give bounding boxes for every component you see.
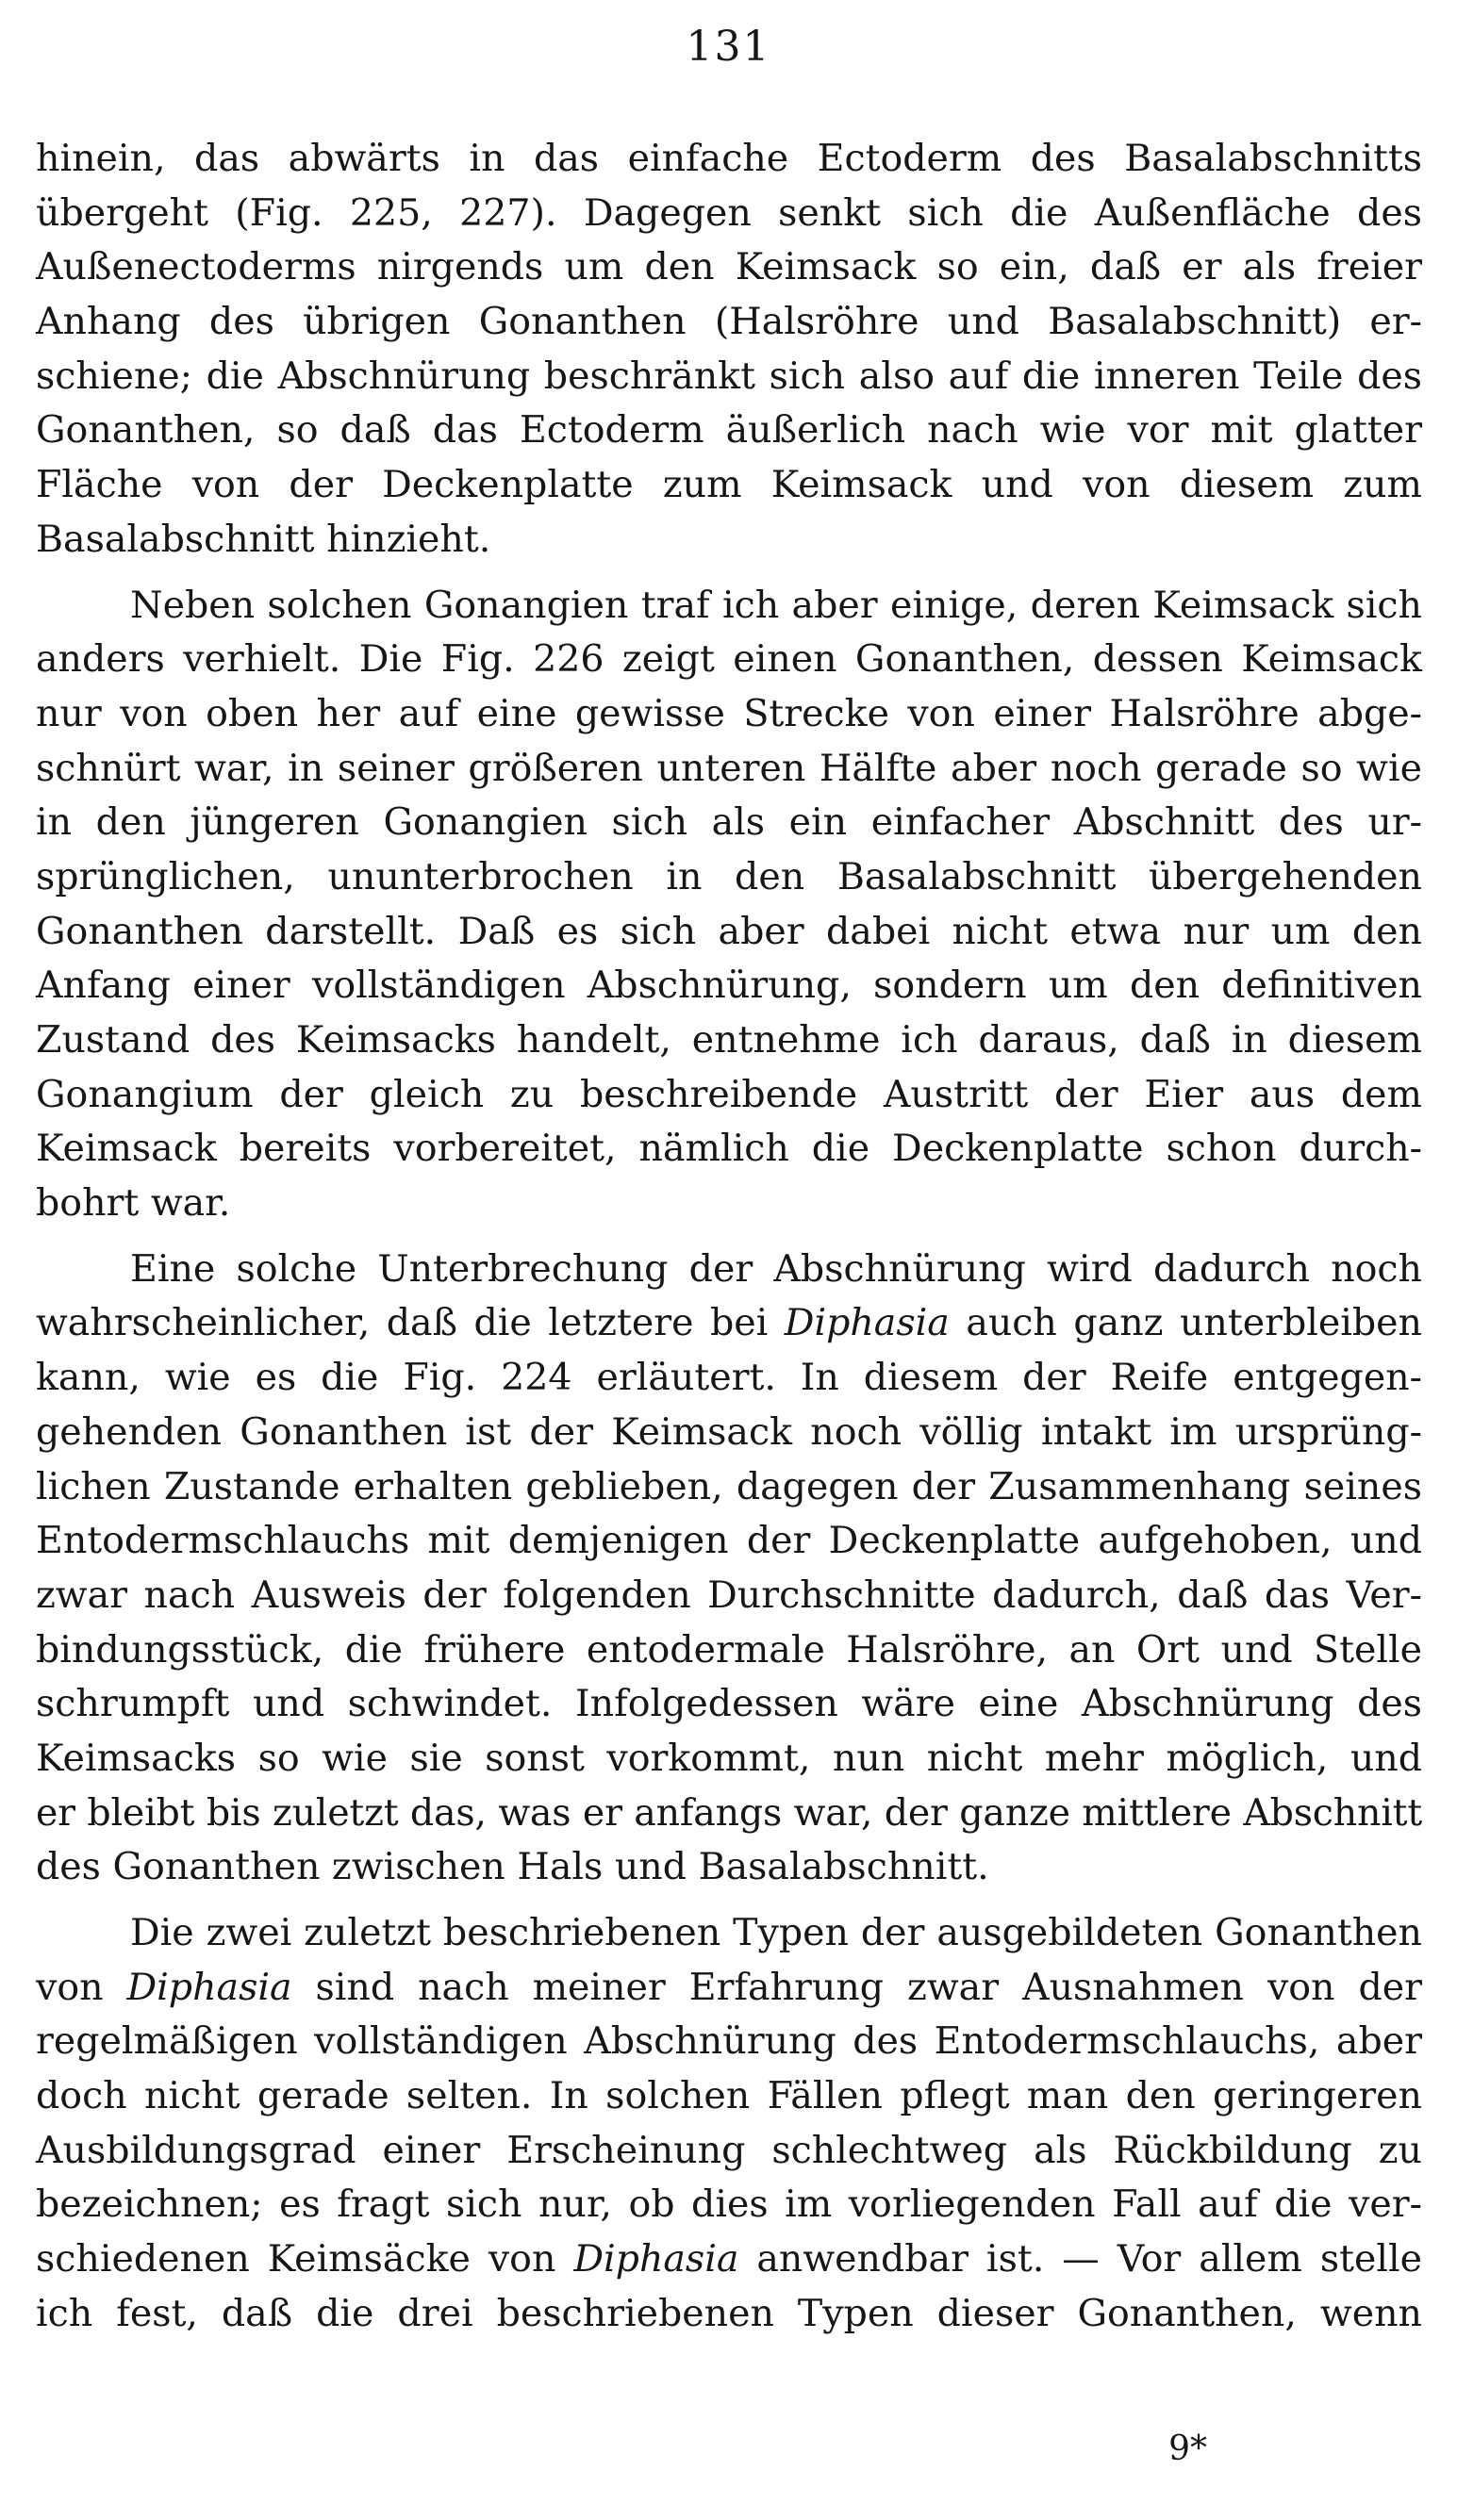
text-line: des Gonanthen zwischen Hals und Basalabschnitt. [36, 1845, 989, 1889]
text-line: Außenectoderms nirgends um den Keimsack so ein, daß er als freier [36, 245, 1422, 289]
text-line: Fläche von der Deckenplatte zum Keimsack und von diesem zum [36, 463, 1422, 507]
text-line: Gonanthen, so daß das Ectoderm äußerlich nach wie vor mit glatter [36, 408, 1422, 453]
text-line: Entodermschlauchs mit demjenigen der Deckenplatte aufgehoben, und [36, 1519, 1422, 1563]
page-number: 131 [686, 23, 771, 71]
text-line: sprünglichen, ununterbrochen in den Basalabschnitt übergehenden [36, 854, 1422, 898]
text-line: zwar nach Ausweis der folgenden Durchschnitte dadurch, daß das Ver- [36, 1573, 1422, 1617]
text-line: schnürt war, in seiner größeren unteren Hälfte aber noch gerade so wie [36, 746, 1422, 790]
text-line: Keimsacks so wie sie sonst vorkommt, nun nicht mehr möglich, und [36, 1736, 1422, 1780]
text-line: wahrscheinlicher, daß die letztere bei Diphasia auch ganz unterbleiben [36, 1301, 1422, 1345]
paragraph [36, 1243, 1422, 1895]
text-line: kann, wie es die Fig. 224 erläutert. In diesem der Reife entgegen- [36, 1356, 1422, 1400]
paragraph [36, 132, 1422, 568]
genus-name: Diphasia [573, 2237, 739, 2281]
genus-name: Diphasia [784, 1301, 950, 1345]
text-line: Anhang des übrigen Gonanthen (Halsröhre und Basalabschnitt) er- [36, 300, 1422, 344]
text-line: er bleibt bis zuletzt das, was er anfangs war, der ganze mittlere Abschnitt [36, 1790, 1422, 1835]
text-line: in den jüngeren Gonangien sich als ein einfacher Abschnitt des ur- [36, 800, 1422, 845]
text-line: Die zwei zuletzt beschriebenen Typen der ausgebildeten Gonanthen [130, 1911, 1422, 1954]
genus-name: Diphasia [126, 1965, 292, 2009]
text-line: hinein, das abwärts in das einfache Ectoderm des Basalabschnitts [36, 137, 1422, 180]
text-line: bezeichnen; es fragt sich nur, ob dies im vorliegenden Fall auf die ver- [36, 2182, 1422, 2227]
text-line: Eine solche Unterbrechung der Abschnürung wird dadurch noch [130, 1246, 1422, 1291]
text-line: Basalabschnitt hinzieht. [36, 517, 491, 561]
paragraph [36, 579, 1422, 1231]
text-line: bohrt war. [36, 1181, 231, 1226]
text-line: regelmäßigen vollständigen Abschnürung des Entodermschlauchs, aber [36, 2019, 1422, 2064]
text-line: Anfang einer vollständigen Abschnürung, sondern um den definitiven [36, 964, 1422, 1008]
text-line: von Diphasia sind nach meiner Erfahrung zwar Ausnahmen von der [36, 1965, 1422, 2009]
signature-mark: 9* [1168, 2429, 1207, 2468]
body-text [36, 132, 1422, 2342]
text-line: nur von oben her auf eine gewisse Strecke von einer Halsröhre abge- [36, 691, 1422, 735]
text-line: schiene; die Abschnürung beschränkt sich also auf die inneren Teile des [36, 354, 1422, 398]
text-line: Neben solchen Gonangien traf ich aber einige, deren Keimsack sich [130, 583, 1422, 627]
text-line: Ausbildungsgrad einer Erscheinung schlechtweg als Rückbildung zu [36, 2128, 1422, 2172]
text-line: gehenden Gonanthen ist der Keimsack noch völlig intakt im ursprüng- [36, 1409, 1422, 1454]
text-line: schiedenen Keimsäcke von Diphasia anwendbar ist. — Vor allem stelle [36, 2237, 1422, 2281]
text-line: lichen Zustande erhalten geblieben, dagegen der Zusammenhang seines [36, 1464, 1422, 1508]
text-line: Gonangium der gleich zu beschreibende Austritt der Eier aus dem [36, 1072, 1422, 1116]
text-line: schrumpft und schwindet. Infolgedessen wäre eine Abschnürung des [36, 1682, 1422, 1726]
paragraph [36, 1906, 1422, 2342]
text-line: Keimsack bereits vorbereitet, nämlich die Deckenplatte schon durch- [36, 1127, 1422, 1171]
text-line: Gonanthen darstellt. Daß es sich aber dabei nicht etwa nur um den [36, 909, 1422, 953]
text-line: Zustand des Keimsacks handelt, entnehme ich daraus, daß in diesem [36, 1018, 1422, 1062]
text-line: anders verhielt. Die Fig. 226 zeigt einen Gonanthen, dessen Keimsack [36, 637, 1422, 682]
text-line: übergeht (Fig. 225, 227). Dagegen senkt sich die Außenfläche des [36, 190, 1422, 235]
text-line: doch nicht gerade selten. In solchen Fällen pflegt man den geringeren [36, 2074, 1422, 2118]
text-line: bindungsstück, die frühere entodermale Halsröhre, an Ort und Stelle [36, 1627, 1422, 1672]
text-line: ich fest, daß die drei beschriebenen Typen dieser Gonanthen, wenn [36, 2291, 1422, 2335]
